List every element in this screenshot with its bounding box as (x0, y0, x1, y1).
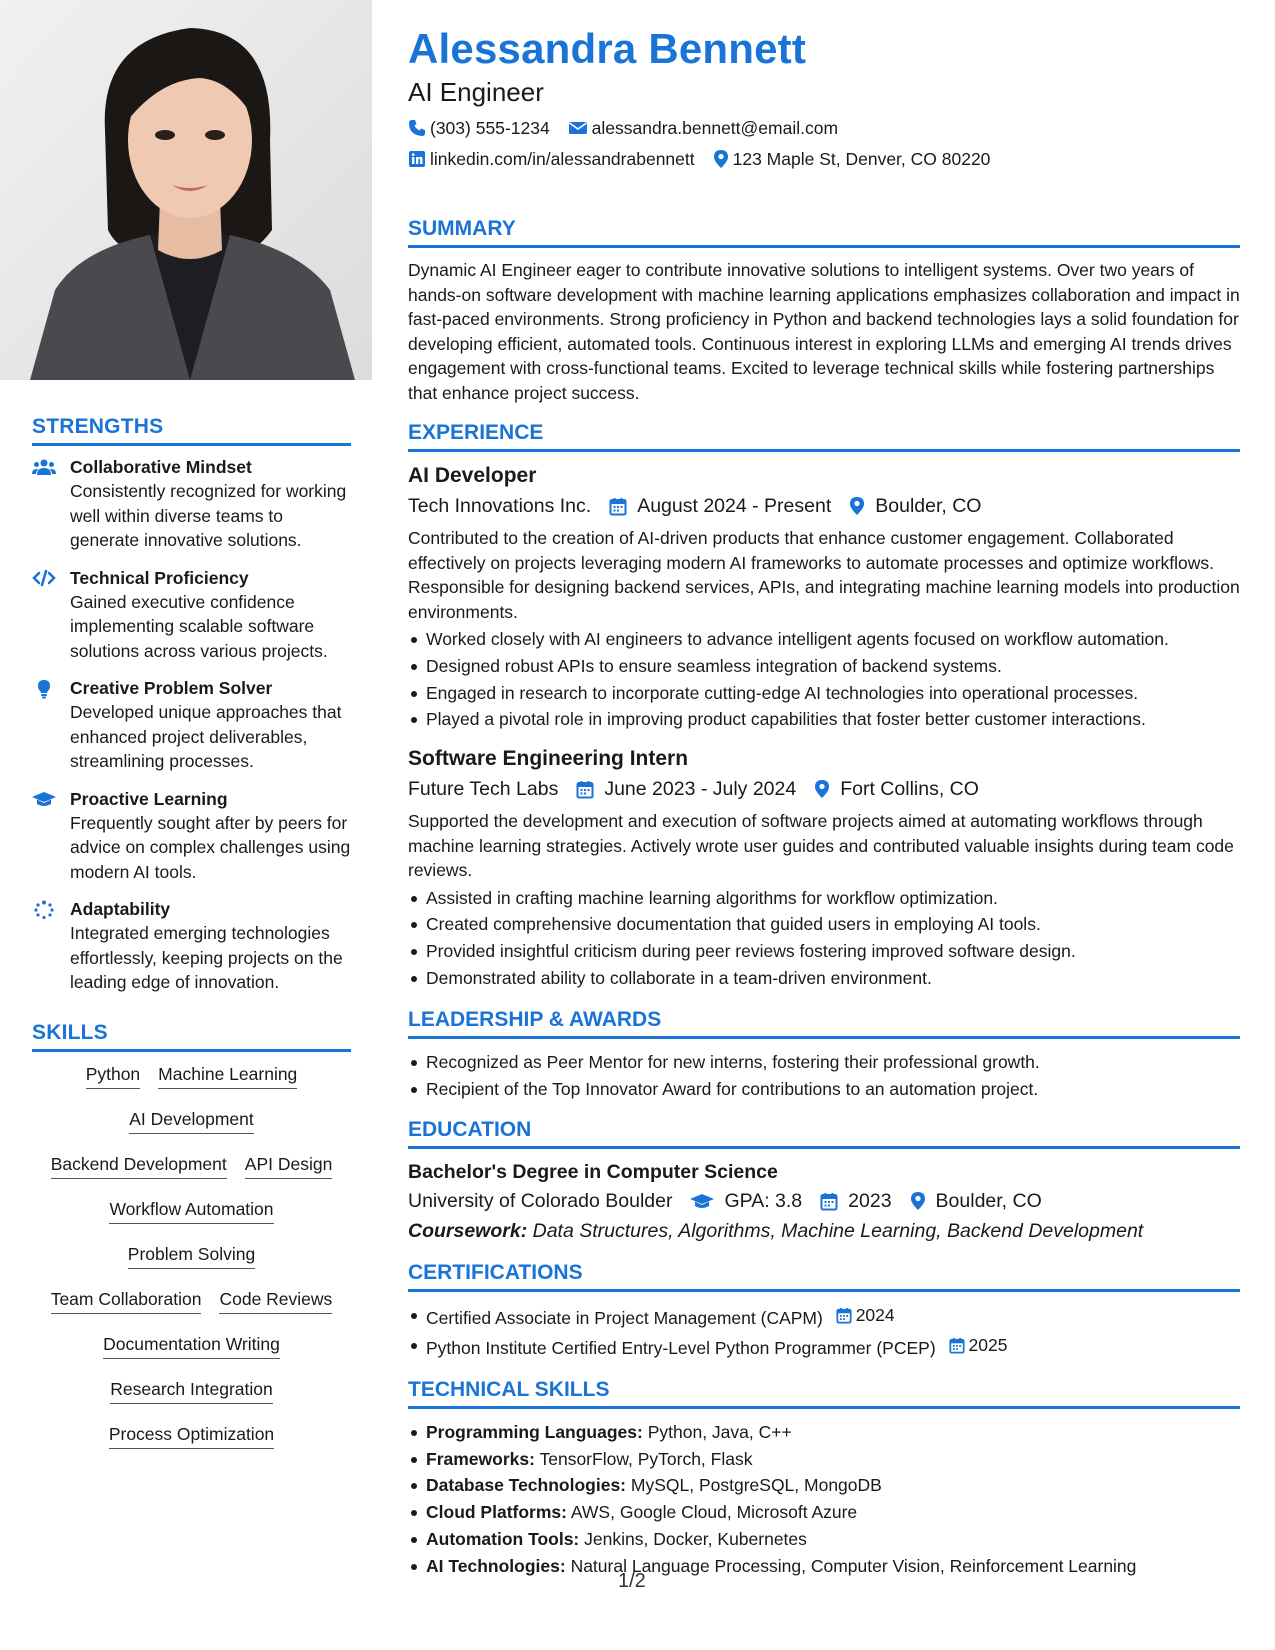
technical-skills-title: TECHNICAL SKILLS (408, 1378, 1240, 1409)
list-item (408, 1499, 1240, 1526)
school-name: University of Colorado Boulder (408, 1190, 673, 1213)
list-item: Played a pivotal role in improving product capabilities that foster better customer interactions. (408, 706, 1240, 733)
strength-title: Technical Proficiency (70, 567, 249, 588)
strength-item (32, 456, 351, 553)
skill-tag: Team Collaboration (51, 1287, 202, 1314)
strength-text: Integrated emerging technologies effortlessly, keeping projects on the leading edge of innovation. (70, 923, 343, 992)
skill-tag: Machine Learning (158, 1062, 297, 1089)
list-item: Designed robust APIs to ensure seamless integration of backend systems. (408, 653, 1240, 680)
cert-year: 2024 (855, 1305, 895, 1326)
tech-label: AI Technologies: (426, 1555, 566, 1576)
leadership-title: LEADERSHIP & AWARDS (408, 1008, 1240, 1039)
location-pin-icon (910, 1191, 926, 1211)
job-title: Software Engineering Intern (408, 747, 689, 771)
strength-title: Collaborative Mindset (70, 457, 252, 477)
skills-section (0, 1021, 383, 1467)
coursework (408, 1217, 1240, 1245)
list-item (408, 1472, 1240, 1499)
skill-tag: AI Development (129, 1107, 254, 1134)
graduation-cap-icon (32, 788, 70, 808)
location-pin-icon (814, 779, 830, 799)
coursework-text: Data Structures, Algorithms, Machine Learning, Backend Development (532, 1220, 1144, 1243)
tech-value: AWS, Google Cloud, Microsoft Azure (570, 1502, 858, 1523)
envelope-icon (568, 120, 588, 136)
tech-label: Programming Languages: (426, 1421, 643, 1442)
tech-label: Automation Tools: (426, 1529, 580, 1550)
list-item: Provided insightful criticism during peer reviews fostering improved software design. (408, 938, 1240, 965)
summary-text: Dynamic AI Engineer eager to contribute innovative solutions to intelligent systems. Over two years of hands-on software development with machine learning applications emphasizes collaboration and impact in fast-paced environments. Strong proficiency in Python and backend technologies lays a solid foundation for developing efficient, automated tools. Continuous interest in exploring LLMs and emerging AI trends drives engagement with cross-functional teams. Excited to leverage technical skills while fostering partnerships that enhance project success. (408, 260, 1240, 403)
candidate-role: AI Engineer (408, 77, 544, 107)
cert-name: Python Institute Certified Entry-Level Python Programmer (PCEP) (426, 1338, 936, 1359)
strengths-section (0, 415, 383, 995)
certifications-title: CERTIFICATIONS (408, 1261, 1240, 1292)
technical-skills-section (408, 1378, 1240, 1580)
certifications-list (408, 1302, 1240, 1361)
contact-row-1 (408, 116, 1240, 140)
strength-item (32, 567, 351, 664)
experience-title: EXPERIENCE (408, 421, 1240, 452)
school-location: Boulder, CO (935, 1190, 1042, 1213)
list-item: Engaged in research to incorporate cutting-edge AI technologies into operational processes. (408, 680, 1240, 707)
calendar-icon (609, 497, 627, 516)
tech-label: Frameworks: (426, 1448, 535, 1469)
list-item: Created comprehensive documentation that guided users in employing AI tools. (408, 911, 1240, 938)
leadership-list (408, 1049, 1240, 1103)
tech-value: MySQL, PostgreSQL, MongoDB (630, 1475, 882, 1496)
calendar-icon (836, 1307, 852, 1324)
phone-icon (408, 119, 426, 137)
tech-value: Python, Java, C++ (647, 1421, 792, 1442)
calendar-icon (820, 1192, 838, 1211)
strength-text: Developed unique approaches that enhanced project deliverables, streamlining processes. (70, 702, 342, 771)
job-company: Future Tech Labs (408, 778, 559, 801)
strength-title: Proactive Learning (70, 788, 228, 809)
list-item (408, 1302, 1240, 1332)
skill-tag: Workflow Automation (109, 1197, 273, 1224)
strengths-title: STRENGTHS (32, 415, 351, 446)
certifications-section (408, 1261, 1240, 1361)
page-number: 1/2 (618, 1570, 646, 1592)
list-item: Assisted in crafting machine learning algorithms for workflow optimization. (408, 885, 1240, 912)
job-title: AI Developer (408, 464, 537, 487)
education-title: EDUCATION (408, 1118, 1240, 1149)
strength-text: Consistently recognized for working well within diverse teams to generate innovative solutions. (70, 481, 347, 550)
sidebar (0, 0, 383, 1650)
skill-tag: API Design (245, 1152, 333, 1179)
leadership-section (408, 1008, 1240, 1103)
strength-item (32, 788, 351, 885)
technical-skills-list (408, 1419, 1240, 1580)
summary-section (408, 217, 1240, 405)
code-icon (32, 567, 70, 587)
spinner-icon (32, 898, 70, 920)
phone-text: (303) 555-1234 (430, 117, 550, 138)
graduation-cap-icon (690, 1192, 714, 1210)
list-item: Recipient of the Top Innovator Award for contributions to an automation project. (408, 1076, 1240, 1103)
job-location: Fort Collins, CO (840, 778, 979, 801)
cert-name: Certified Associate in Project Management (CAPM) (426, 1308, 823, 1329)
job-entry (408, 745, 1240, 992)
job-bullets (408, 885, 1240, 992)
strength-title: Adaptability (70, 899, 171, 919)
job-dates: June 2023 - July 2024 (604, 778, 797, 801)
strength-text: Gained executive confidence implementing scalable software solutions across various projects. (70, 591, 328, 661)
list-item: Demonstrated ability to collaborate in a team-driven environment. (408, 965, 1240, 992)
skills-list (32, 1062, 351, 1467)
skills-title: SKILLS (32, 1021, 351, 1052)
profile-photo (0, 0, 372, 380)
lightbulb-icon (32, 677, 70, 699)
list-item (408, 1419, 1240, 1446)
job-location: Boulder, CO (875, 495, 982, 517)
skill-tag: Process Optimization (109, 1422, 274, 1449)
tech-value: Natural Language Processing, Computer Vision, Reinforcement Learning (570, 1555, 1137, 1576)
calendar-icon (949, 1337, 965, 1354)
list-item (408, 1446, 1240, 1473)
list-item (408, 1332, 1240, 1362)
summary-title: SUMMARY (408, 217, 1240, 248)
tech-value: Jenkins, Docker, Kubernetes (584, 1529, 807, 1550)
coursework-label: Coursework: (408, 1220, 528, 1243)
cert-year: 2025 (968, 1335, 1008, 1356)
contact-row-2 (408, 147, 1240, 171)
job-entry (408, 462, 1240, 733)
skill-tag: Python (86, 1062, 140, 1089)
graduation-year: 2023 (848, 1190, 892, 1213)
list-item (408, 1553, 1240, 1580)
candidate-name: Alessandra Bennett (408, 25, 807, 72)
job-dates: August 2024 - Present (637, 495, 832, 517)
skill-tag: Code Reviews (219, 1287, 332, 1314)
linkedin-icon (408, 150, 426, 168)
list-item: Worked closely with AI engineers to advance intelligent agents focused on workflow automation. (408, 626, 1240, 653)
skill-tag: Backend Development (51, 1152, 227, 1179)
email-text[interactable]: alessandra.bennett@email.com (591, 117, 839, 138)
education-section (408, 1118, 1240, 1245)
strength-text: Frequently sought after by peers for advice on complex challenges using modern AI tools. (70, 812, 351, 882)
list-item: Recognized as Peer Mentor for new interns, fostering their professional growth. (408, 1049, 1240, 1076)
location-pin-icon (849, 496, 865, 516)
job-bullets (408, 626, 1240, 733)
strength-item (32, 898, 351, 995)
tech-label: Database Technologies: (426, 1475, 627, 1496)
experience-section (408, 421, 1240, 992)
job-description: Supported the development and execution of software projects aimed at automating workflows through machine learning strategies. Actively wrote user guides and contributed valuable insights during team code reviews. (408, 811, 1234, 881)
tech-value: TensorFlow, PyTorch, Flask (539, 1448, 753, 1469)
address-text: 123 Maple St, Denver, CO 80220 (732, 148, 991, 169)
location-pin-icon (713, 149, 729, 169)
strength-item (32, 677, 351, 774)
main-content (408, 0, 1240, 1580)
calendar-icon (576, 780, 594, 799)
skill-tag: Research Integration (110, 1377, 272, 1404)
job-description: Contributed to the creation of AI-driven products that enhance customer engagement. Collaborated effectively on projects leveraging modern AI frameworks to automate processes and optimize workflows. Responsible for designing backend services, APIs, and integrating machine learning models into production environments. (408, 528, 1240, 622)
linkedin-text[interactable]: linkedin.com/in/alessandrabennett (430, 148, 695, 169)
job-company: Tech Innovations Inc. (408, 495, 592, 517)
gpa-text: GPA: 3.8 (724, 1190, 803, 1213)
skill-tag: Problem Solving (128, 1242, 255, 1269)
skill-tag: Documentation Writing (103, 1332, 280, 1359)
users-icon (32, 456, 70, 476)
strength-title: Creative Problem Solver (70, 678, 273, 698)
list-item (408, 1526, 1240, 1553)
degree-title: Bachelor's Degree in Computer Science (408, 1161, 778, 1184)
tech-label: Cloud Platforms: (426, 1502, 567, 1523)
